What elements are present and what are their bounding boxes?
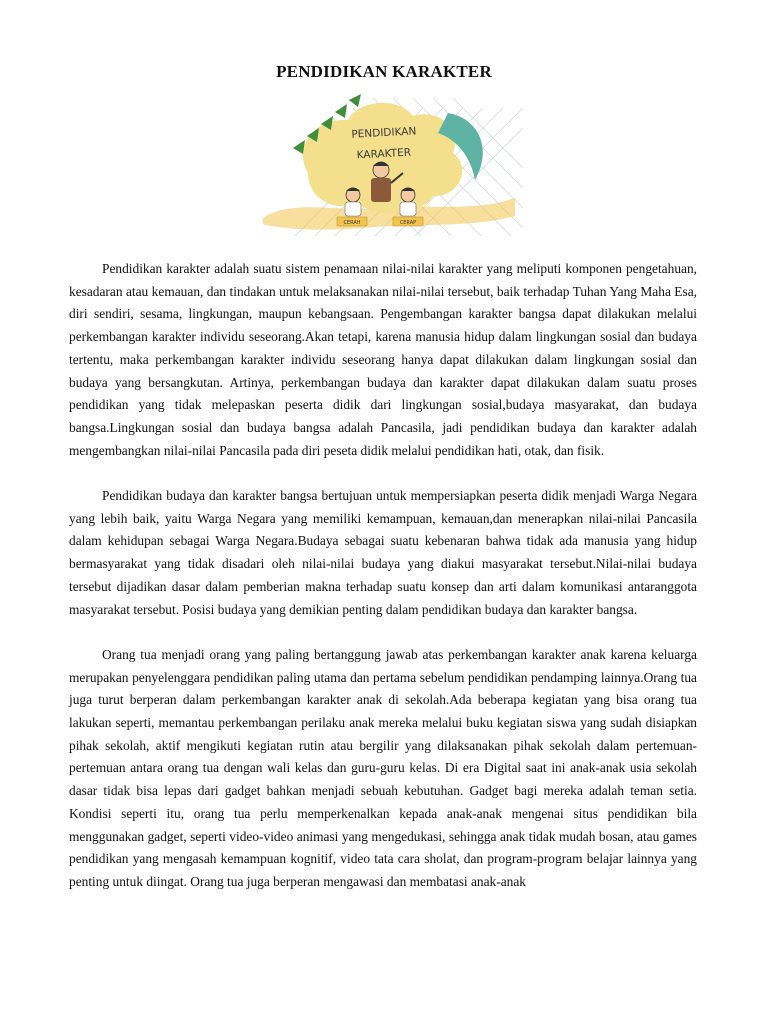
paragraph-1: Pendidikan karakter adalah suatu sistem penamaan nilai-nilai karakter yang meliputi komponen pengetahuan, kesadaran atau kemauan, dan tindakan untuk melaksanakan nilai-nilai tersebut, baik terhadap Tuhan Yang Maha Esa, diri sendiri, sesama, lingkungan, maupun kebangsaan. Pengembangan karakter bangsa dapat dilakukan melalui perkembangan karakter individu seseorang.Akan tetapi, karena manusia hidup dalam lingkungan sosial dan budaya tertentu, maka perkembangan karakter individu seseorang hanya dapat dilakukan dalam lingkungan sosial dan budaya yang bersangkutan. Artinya, perkembangan budaya dan karakter dapat dilakukan dalam suatu proses pendidikan yang tidak melepaskan peserta didik dari lingkungan sosial,budaya masyarakat, dan budaya bangsa.Lingkungan sosial dan budaya bangsa adalah Pancasila, jadi pendidikan budaya dan karakter adalah mengembangkan nilai-nilai Pancasila pada diri peseta didik melalui pendidikan hati, otak, dan fisik.: [69, 261, 697, 458]
child-right-figure: [400, 188, 416, 217]
right-banner-label: CERAP: [399, 220, 417, 226]
sign-line-2: KARAKTER: [356, 146, 412, 162]
sign-line-1: PENDIDIKAN: [351, 125, 417, 141]
document-title: PENDIDIKAN KARAKTER: [276, 62, 492, 81]
document-body: [69, 258, 697, 894]
paragraph-2: Pendidikan budaya dan karakter bangsa bertujuan untuk mempersiapkan peserta didik menjadi Warga Negara yang lebih baik, yaitu Warga Negara yang memiliki kemampuan, kemauan,dan menerapkan nilai-nilai Pancasila dalam kehidupan sebagai Warga Negara.Budaya sebagai suatu kebenaran bahwa tidak ada manusia yang hidup bermasyarakat yang tidak disadari oleh nilai-nilai budaya yang diakui masyarakat tersebut.Nilai-nilai budaya tersebut dijadikan dasar dalam pemberian makna terhadap suatu konsep dan arti dalam komunikasi antaranggota masyarakat tersebut. Posisi budaya yang demikian penting dalam pendidikan budaya dan karakter bangsa.: [69, 488, 697, 617]
pendidikan-karakter-illustration: [253, 88, 523, 236]
paragraph-3: Orang tua menjadi orang yang paling bertanggung jawab atas perkembangan karakter anak karena keluarga merupakan penyelenggara pendidikan paling utama dan pertama sebelum pendidikan pendamping lainnya.Orang tua juga turut berperan dalam perkembangan karakter anak di sekolah.Ada beberapa kegiatan yang bisa orang tua lakukan seperti, memantau perkembangan perilaku anak mereka melalui buku kegiatan siswa yang sudah disiapkan pihak sekolah, aktif mengikuti kegiatan rutin atau bergilir yang dilaksanakan pihak sekolah dalam pertemuan-pertemuan antara orang tua dengan wali kelas dan guru-guru kelas. Di era Digital saat ini anak-anak usia sekolah dasar tidak bisa lepas dari gadget bahkan menjadi sebuah kebutuhan. Gadget bagi mereka adalah teman setia. Kondisi seperti itu, orang tua perlu memperkenalkan kepada anak-anak mengenai situs pendidikan bila menggunakan gadget, seperti video-video animasi yang mengedukasi, sehingga anak tidak mudah bosan, atau games pendidikan yang mengasah kemampuan kognitif, video tata cara sholat, dan program-program belajar lainnya yang penting untuk diingat. Orang tua juga berperan mengawasi dan membatasi anak-anak: [69, 646, 697, 889]
left-banner-label: CERAH: [343, 220, 361, 226]
child-left-figure: [345, 188, 361, 217]
